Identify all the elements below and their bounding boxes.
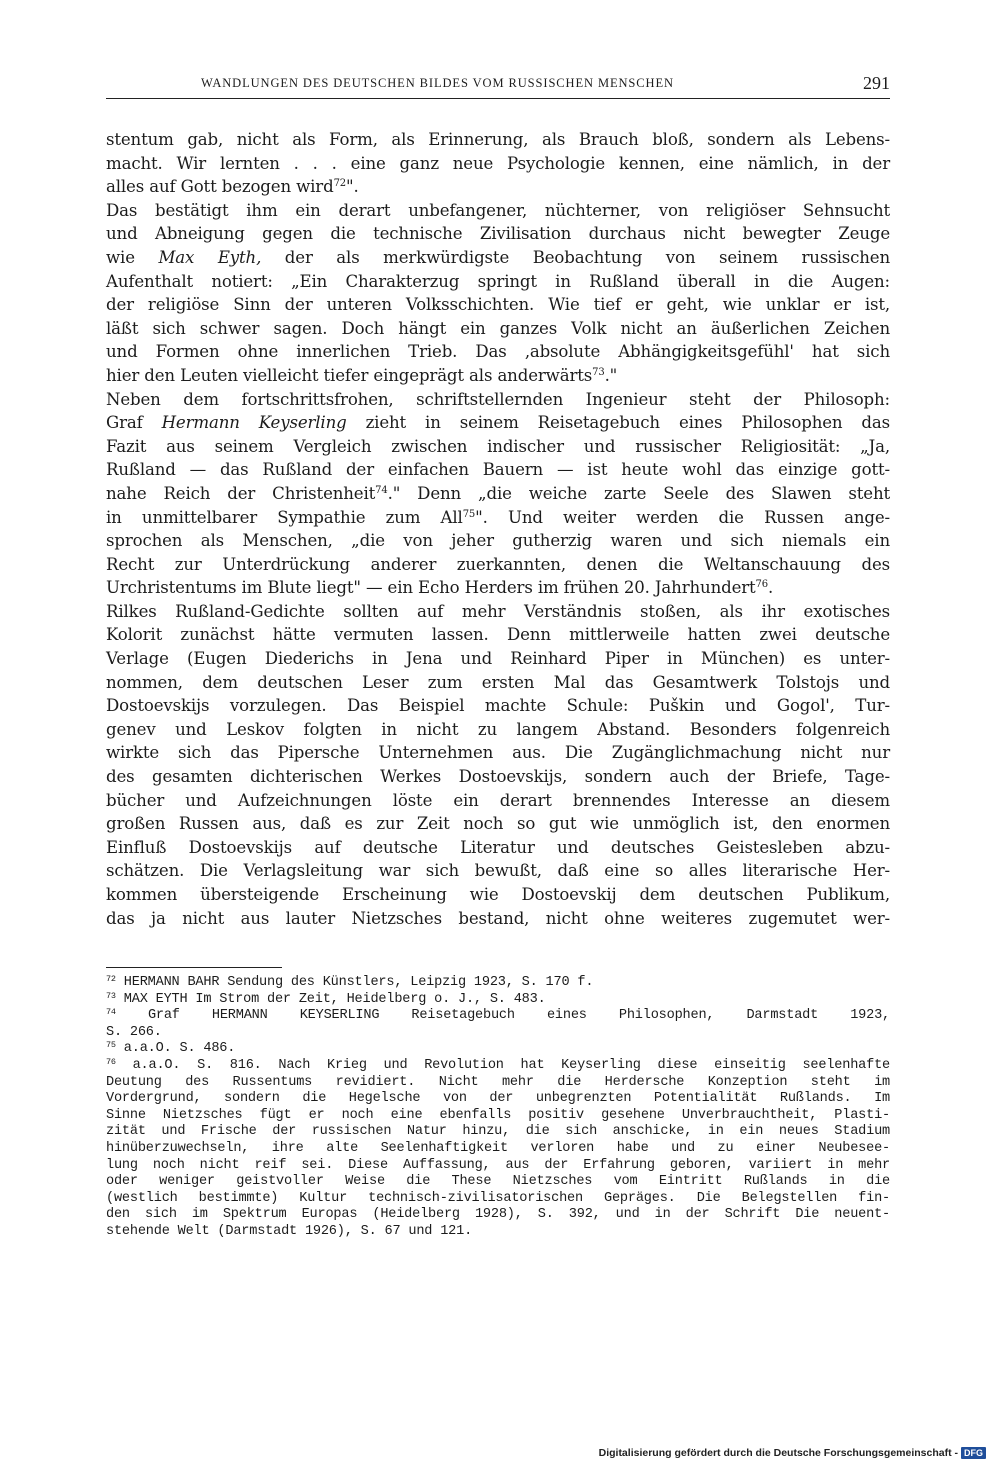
footnote-number: 76 — [106, 1056, 116, 1067]
text-line: alles auf Gott bezogen wird$^{72}$". — [106, 177, 359, 197]
footnote-number: 75 — [106, 1040, 116, 1051]
text-line: schätzen. Die Verlagsleitung war sich bewußt, daß eine so alles literarische Her- — [106, 861, 890, 881]
text-line: Dostoevskijs vorzulegen. Das Beispiel machte Schule: Puškin und Gogol', Tur- — [106, 696, 890, 716]
footnote-number: 72 — [106, 974, 116, 984]
text-line: wirkte sich das Pipersche Unternehmen aus. Die Zugänglichmachung nicht nur — [106, 743, 890, 763]
footnote-ref-72: 72 — [333, 178, 347, 190]
text-line: läßt sich schwer sagen. Doch hängt ein ganzes Volk nicht an äußerlichen Zeichen — [106, 318, 890, 338]
footnote-ref-74: 74 — [375, 484, 388, 496]
footnote-number: 73 — [106, 990, 116, 1001]
footnote-rule — [106, 967, 282, 968]
text-line: des gesamten dichterischen Werkes Dostoevskijs, sondern auch der Briefe, Tage- — [106, 767, 890, 787]
paragraph-3 — [106, 388, 890, 600]
text-line: macht. Wir lernten . . . eine ganz neue Psychologie kennen, eine nämlich, in der — [106, 153, 890, 173]
text-line: Verlage (Eugen Diederichs in Jena und Reinhard Piper in München) es unter- — [106, 649, 890, 669]
text-line: wie Max Eyth, der als merkwürdigste Beobachtung von seinem russischen — [106, 247, 890, 267]
running-title: WANDLUNGEN DES DEUTSCHEN BILDES VOM RUSSISCHEN MENSCHEN — [201, 76, 674, 90]
text-line: Aufenthalt notiert: „Ein Charakterzug springt in Rußland überall in die Augen: — [106, 271, 890, 291]
body-text — [106, 128, 890, 930]
text-line: Rilkes Rußland-Gedichte sollten auf mehr Verständnis stoßen, als ihr exotisches — [106, 601, 890, 621]
person-name-eyth: Max Eyth, — [158, 247, 262, 267]
page-number: 291 — [863, 73, 890, 93]
footnote-ref-73: 73 — [592, 366, 605, 378]
dfg-logo-icon: DFG — [961, 1447, 986, 1459]
footnote-76: $^{76}$ a.a.O. S. 816. Nach Krieg und Revolution hat Keyserling diese einseitig seelenhafte Deutung des Russentums revidiert. Nicht mehr die Herdersche Konzeption steht im Vordergrund, sondern die Hegelsche von der unbegrenzten Potentialität Rußlands. Im Sinne Nietzsches fügt er noch eine ebenfalls positiv gesehene Unverbrauchtheit, Plasti- zität und Frische der russischen Natur hinzu, die sich anschicke, in ein neues Stadium hinüberzuwechseln, ihre alte Seelenhaftigkeit verloren habe und zu einer Neubesee- lung noch nicht reif sei. Diese Auffassung, aus der Erfahrung geboren, variiert in mehr oder weniger geistvoller Weise die These Nietzsches vom Eintritt Rußlands in die (westlich bestimmte) Kultur technisch-zivilisatorischen Gepräges. Die Belegstellen fin- den sich im Spektrum Europas (Heidelberg 1928), S. 392, und in der Schrift Die neuent- stehende Welt (Darmstadt 1926), S. 67 und 121. — [106, 1056, 890, 1239]
footnotes — [106, 975, 890, 1241]
footnote-73: $^{73}$ MAX EYTH Im Strom der Zeit, Heidelberg o. J., S. 483. — [106, 990, 546, 1007]
text-line: Graf Hermann Keyserling zieht in seinem Reisetagebuch eines Philosophen das — [106, 413, 891, 433]
text-line: Kolorit zunächst hätte vermuten lassen. Denn mittlerweile hatten zwei deutsche — [106, 625, 890, 645]
text-line: Recht zur Unterdrückung anderer zuerkannten, denen die Weltanschauung des — [106, 554, 890, 574]
text-line: der religiöse Sinn der unteren Volksschichten. Wie tief er geht, wie unklar er ist, — [106, 295, 890, 315]
text-line: Neben dem fortschrittsfrohen, schriftstellernden Ingenieur steht der Philosoph: — [106, 389, 890, 409]
footnote-72: $^{72}$ HERMANN BAHR Sendung des Künstlers, Leipzig 1923, S. 170 f. — [106, 974, 594, 990]
paragraph-4 — [106, 600, 890, 930]
footnote-number: 74 — [106, 1007, 116, 1018]
text-line: Fazit aus seinem Vergleich zwischen indischer und russischer Religiosität: „Ja, — [106, 436, 890, 456]
credit-text: Digitalisierung gefördert durch die Deutsche Forschungsgemeinschaft - — [598, 1447, 958, 1459]
text-line: Das bestätigt ihm ein derart unbefangener, nüchterner, von religiöser Sehnsucht — [106, 200, 890, 220]
header-rule — [106, 98, 890, 99]
paragraph-2 — [106, 199, 890, 388]
text-line: genev und Leskov folgten in nicht zu langem Abstand. Besonders folgenreich — [106, 719, 890, 739]
running-head — [106, 73, 890, 97]
text-line: großen Russen aus, daß es zur Zeit noch so gut wie unmöglich ist, den enormen — [106, 814, 890, 834]
footnote-ref-76: 76 — [755, 579, 768, 591]
text-line: Einfluß Dostoevskijs auf deutsche Literatur und deutsches Geistesleben abzu- — [106, 837, 890, 857]
paragraph-1 — [106, 128, 890, 199]
text-line: in unmittelbarer Sympathie zum All$^{75}$". Und weiter werden die Russen ange- — [106, 507, 890, 527]
footnote-74: $^{74}$ Graf HERMANN KEYSERLING Reisetagebuch eines Philosophen, Darmstadt 1923, S. 266. — [106, 1007, 890, 1040]
footnote-ref-75: 75 — [462, 508, 476, 520]
text-line: nommen, dem deutschen Leser zum ersten Mal das Gesamtwerk Tolstojs und — [106, 672, 890, 692]
text-line: Rußland — das Rußland der einfachen Bauern — ist heute wohl das einzige gott- — [106, 460, 890, 480]
person-name-keyserling: Hermann Keyserling — [161, 413, 347, 433]
text-line: und Abneigung gegen die technische Zivilisation durchaus nicht bewegter Zeuge — [106, 224, 890, 244]
text-line: nahe Reich der Christenheit$^{74}$." Denn „die weiche zarte Seele des Slawen steht — [106, 483, 891, 503]
footnote-75: $^{75}$ a.a.O. S. 486. — [106, 1040, 236, 1057]
text-line: Urchristentums im Blute liegt" — ein Echo Herders im frühen 20. Jahrhundert$^{76}$. — [106, 578, 774, 598]
text-line: und Formen ohne innerlichen Trieb. Das ‚absolute Abhängigkeitsgefühl' hat sich — [106, 342, 890, 362]
text-line: hier den Leuten vielleicht tiefer eingeprägt als anderwärts$^{73}$." — [106, 365, 618, 385]
text-line: sprochen als Menschen, „die von jeher gutherzig waren und sich niemals ein — [106, 531, 890, 551]
digitization-credit — [599, 1444, 986, 1462]
text-line: bücher und Aufzeichnungen löste ein derart brennendes Interesse an diesem — [106, 790, 890, 810]
text-line: kommen übersteigende Erscheinung wie Dostoevskij dem deutschen Publikum, — [106, 885, 890, 904]
text-line: stentum gab, nicht als Form, als Erinnerung, als Brauch bloß, sondern als Lebens- — [106, 130, 890, 149]
text-line: das ja nicht aus lauter Nietzsches bestand, nicht ohne weiteres zugemutet wer- — [106, 908, 890, 928]
